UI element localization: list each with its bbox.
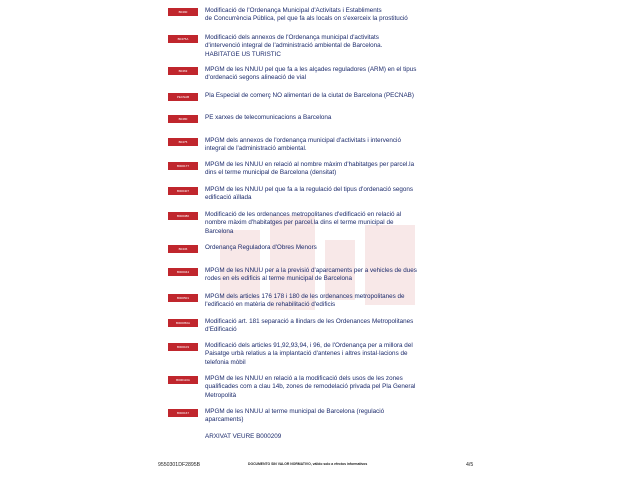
item-line: rodes en els edificis al terme municipal de Barcelona — [205, 275, 353, 283]
item-line: d'intervenció integral de l'administració ambiental de Barcelona. — [205, 42, 383, 50]
item-line: d'Edificació — [205, 326, 237, 334]
item-code-badge: B0463 — [168, 67, 198, 75]
item-code-badge: B0475 — [168, 138, 198, 146]
item-line: Modificació art. 181 separació a llindars de les Ordenances Metropolitanes — [205, 318, 414, 325]
item-line: Modificació dels articles 91,92,93,94, i 96, de l'Ordenança per a millora del — [205, 342, 413, 349]
item-description — [205, 186, 445, 203]
item-description — [205, 161, 445, 178]
item-line: Modificació de l'Ordenança Municipal d'Activitats i Establiments — [205, 7, 382, 14]
item-line: dins el terme municipal de Barcelona (densitat) — [205, 169, 337, 177]
item-line: l'edificació en matèria de rehabilitació d'edificis — [205, 301, 336, 309]
item-code-badge: B000110A — [168, 376, 198, 384]
item-line: MPGM de les NNUU pel que fa a les alçades reguladores (ARM) en el tipus — [205, 66, 417, 73]
item-code-badge: B0480 — [168, 115, 198, 123]
item-line: Ordenança Reguladora d'Obres Menors — [205, 244, 317, 251]
item-code-badge: B000044 — [168, 268, 198, 276]
item-description — [205, 375, 445, 400]
item-line: Modificació de les ordenances metropolitanes d'edificació en relació al — [205, 211, 402, 218]
footer-reference: 9550301DF2895B — [158, 462, 201, 468]
item-line: edificació aïllada — [205, 194, 252, 202]
item-line: Barcelona — [205, 227, 234, 235]
footer-page-number: 4/5 — [466, 462, 474, 468]
item-description — [205, 34, 445, 59]
archived-note: ARXIVAT VEURE B000209 — [205, 433, 282, 440]
item-code-badge: B000380 — [168, 212, 198, 220]
item-line: Paisatge urbà relatius a la implantació d'antenes i altres instal·lacions de — [205, 350, 408, 358]
item-code-badge: B000501 — [168, 294, 198, 302]
item-description — [205, 342, 445, 367]
item-code-badge: B000177 — [168, 162, 198, 170]
item-code-badge: B000407 — [168, 187, 198, 195]
item-line: HABITATGE US TURISTIC — [205, 50, 281, 58]
item-description — [205, 267, 445, 284]
item-description — [205, 92, 445, 100]
footer-notice: DOCUMENTO SIN VALOR NORMATIVO, válido solo a efectos informativos — [248, 462, 368, 466]
item-code-badge: B0436 — [168, 245, 198, 253]
item-line: Pla Especial de comerç NO alimentari de la ciutat de Barcelona (PECNAB) — [205, 92, 414, 99]
item-line: MPGM de les NNUU per a la previsió d'aparcaments per a vehicles de dues — [205, 267, 417, 274]
item-line: Modificació dels annexos de l'Ordenança municipal d'activitats — [205, 34, 379, 41]
item-line: MPGM dels annexos de l'ordenança municipal d'activitats i intervenció — [205, 137, 401, 144]
item-description — [205, 211, 445, 236]
item-description — [205, 7, 445, 24]
item-description — [205, 408, 445, 425]
item-line: MPGM de les NNUU en relació al nombre màxim d'habitatges per parcel.la — [205, 161, 415, 168]
item-code-badge: PECNAB — [168, 93, 198, 101]
item-description — [205, 244, 445, 252]
item-line: d'ordenació segons alineació de vial — [205, 74, 306, 82]
item-line: nombre màxim d'habitatges per parcel.la dins el terme municipal de — [205, 219, 394, 227]
item-description — [205, 66, 445, 83]
item-line: MPGM de les NNUU pel que fa a la regulació del tipus d'ordenació segons — [205, 186, 414, 193]
item-code-badge: B0490 — [168, 8, 198, 16]
item-code-badge: B000103 — [168, 343, 198, 351]
item-line: MPGM de les NNUU al terme municipal de Barcelona (regulació — [205, 408, 385, 415]
item-line: de Concurrència Pública, pel que fa als locals on s'exerceix la prostitució — [205, 15, 408, 23]
item-line: integral de l'administració ambiental. — [205, 145, 307, 153]
item-code-badge: B000167 — [168, 409, 198, 417]
item-code-badge: B000050A — [168, 319, 198, 327]
item-line: telefonia mòbil — [205, 358, 246, 366]
item-line: aparcaments) — [205, 416, 244, 424]
item-line: MPGM de les NNUU en relació a la modificació dels usos de les zones — [205, 375, 403, 382]
item-code-badge: B0475A — [168, 35, 198, 43]
item-line: MPGM dels articles 176 178 i 180 de les ordenances metropolitanes de — [205, 293, 405, 300]
item-line: qualificades com a clau 14b, zones de remodelació privada pel Pla General — [205, 383, 416, 391]
item-description — [205, 293, 445, 310]
item-description — [205, 137, 445, 154]
item-description — [205, 114, 445, 122]
item-line: PE xarxes de telecomunicacions a Barcelona — [205, 114, 332, 121]
item-line: Metropolità — [205, 391, 237, 399]
item-description — [205, 318, 445, 335]
